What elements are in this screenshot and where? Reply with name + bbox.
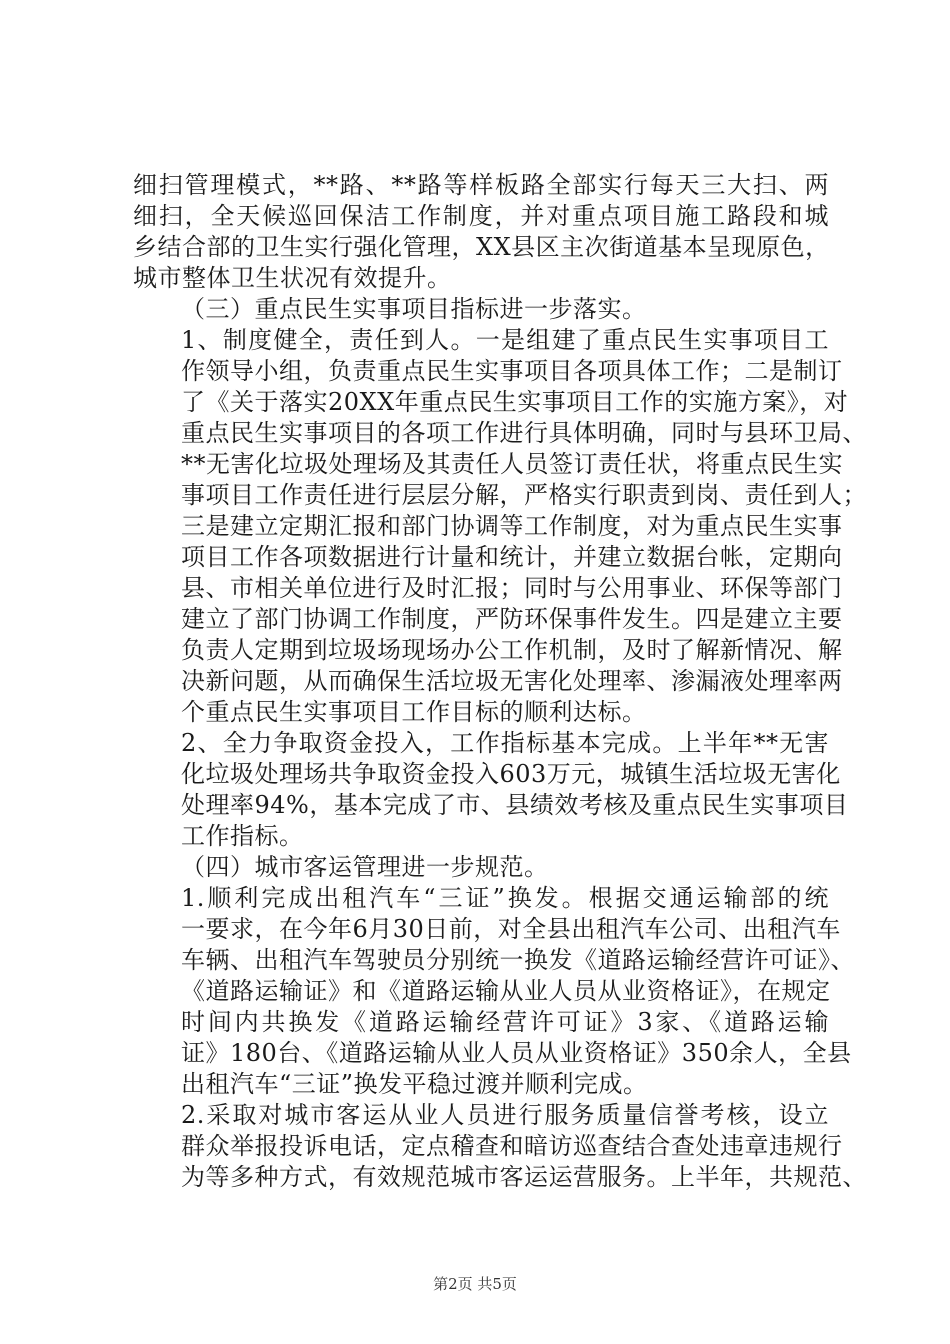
text-line: 时间内共换发《道路运输经营许可证》3家、《道路运输	[181, 1008, 829, 1036]
paragraph-funding	[133, 728, 849, 852]
paragraph-system-responsibility	[133, 325, 867, 728]
text-line: 细扫，全天候巡回保洁工作制度，并对重点项目施工路段和城	[133, 202, 829, 230]
paragraph-road-cleaning	[133, 170, 829, 294]
text-line: 县、市相关单位进行及时汇报；同时与公用事业、环保等部门	[181, 574, 843, 602]
page-footer: 第2页 共5页	[433, 1275, 517, 1293]
text-line: 2.采取对城市客运从业人员进行服务质量信誉考核，设立	[181, 1101, 829, 1129]
text-line: 项目工作各项数据进行计量和统计，并建立数据台帐，定期向	[181, 543, 843, 571]
text-line: 出租汽车“三证”换发平稳过渡并顺利完成。	[181, 1070, 648, 1098]
text-line: 了《关于落实20XX年重点民生实事项目工作的实施方案》，对	[181, 388, 849, 416]
text-line: 群众举报投诉电话，定点稽查和暗访巡查结合查处违章违规行	[181, 1132, 843, 1160]
text-line: 为等多种方式，有效规范城市客运运营服务。上半年，共规范、	[181, 1163, 867, 1191]
text-line: 城市整体卫生状况有效提升。	[133, 264, 452, 292]
text-line: 细扫管理模式，**路、**路等样板路全部实行每天三大扫、两	[133, 171, 829, 199]
text-line: 化垃圾处理场共争取资金投入603万元，城镇生活垃圾无害化	[181, 760, 841, 788]
paragraph-taxi-certificates	[133, 883, 855, 1100]
text-line: 处理率94%，基本完成了市、县绩效考核及重点民生实事项目	[181, 791, 849, 819]
text-line: 一要求，在今年6月30日前，对全县出租汽车公司、出租汽车	[181, 915, 841, 943]
text-line: 三是建立定期汇报和部门协调等工作制度，对为重点民生实事	[181, 512, 843, 540]
text-line: 车辆、出租汽车驾驶员分别统一换发《道路运输经营许可证》、	[181, 946, 855, 974]
text-line: **无害化垃圾处理场及其责任人员签订责任状，将重点民生实	[181, 450, 843, 478]
text-line: 1、制度健全，责任到人。一是组建了重点民生实事项目工	[181, 326, 829, 354]
text-line: （四）城市客运管理进一步规范。	[181, 853, 549, 881]
paragraph-service-quality	[133, 1100, 867, 1193]
text-line: 事项目工作责任进行层层分解，严格实行职责到岗、责任到人；	[181, 481, 867, 509]
section-heading-3	[133, 294, 829, 325]
text-line: 工作指标。	[181, 822, 304, 850]
text-line: 1.顺利完成出租汽车“三证”换发。根据交通运输部的统	[181, 884, 829, 912]
text-line: 2、全力争取资金投入，工作指标基本完成。上半年**无害	[181, 729, 829, 757]
text-line: 作领导小组，负责重点民生实事项目各项具体工作；二是制订	[181, 357, 843, 385]
text-line: 负责人定期到垃圾场现场办公工作机制，及时了解新情况、解	[181, 636, 843, 664]
text-line: 乡结合部的卫生实行强化管理，XX县区主次街道基本呈现原色，	[133, 233, 830, 261]
section-heading-4	[133, 852, 829, 883]
text-line: 建立了部门协调工作制度，严防环保事件发生。四是建立主要	[181, 605, 843, 633]
text-line: 重点民生实事项目的各项工作进行具体明确，同时与县环卫局、	[181, 419, 867, 447]
document-body	[133, 170, 867, 1193]
text-line: 证》180台、《道路运输从业人员从业资格证》350余人，全县	[181, 1039, 852, 1067]
text-line: 决新问题，从而确保生活垃圾无害化处理率、渗漏液处理率两	[181, 667, 843, 695]
text-line: （三）重点民生实事项目指标进一步落实。	[181, 295, 647, 323]
text-line: 《道路运输证》和《道路运输从业人员从业资格证》，在规定	[181, 977, 831, 1005]
text-line: 个重点民生实事项目工作目标的顺利达标。	[181, 698, 647, 726]
